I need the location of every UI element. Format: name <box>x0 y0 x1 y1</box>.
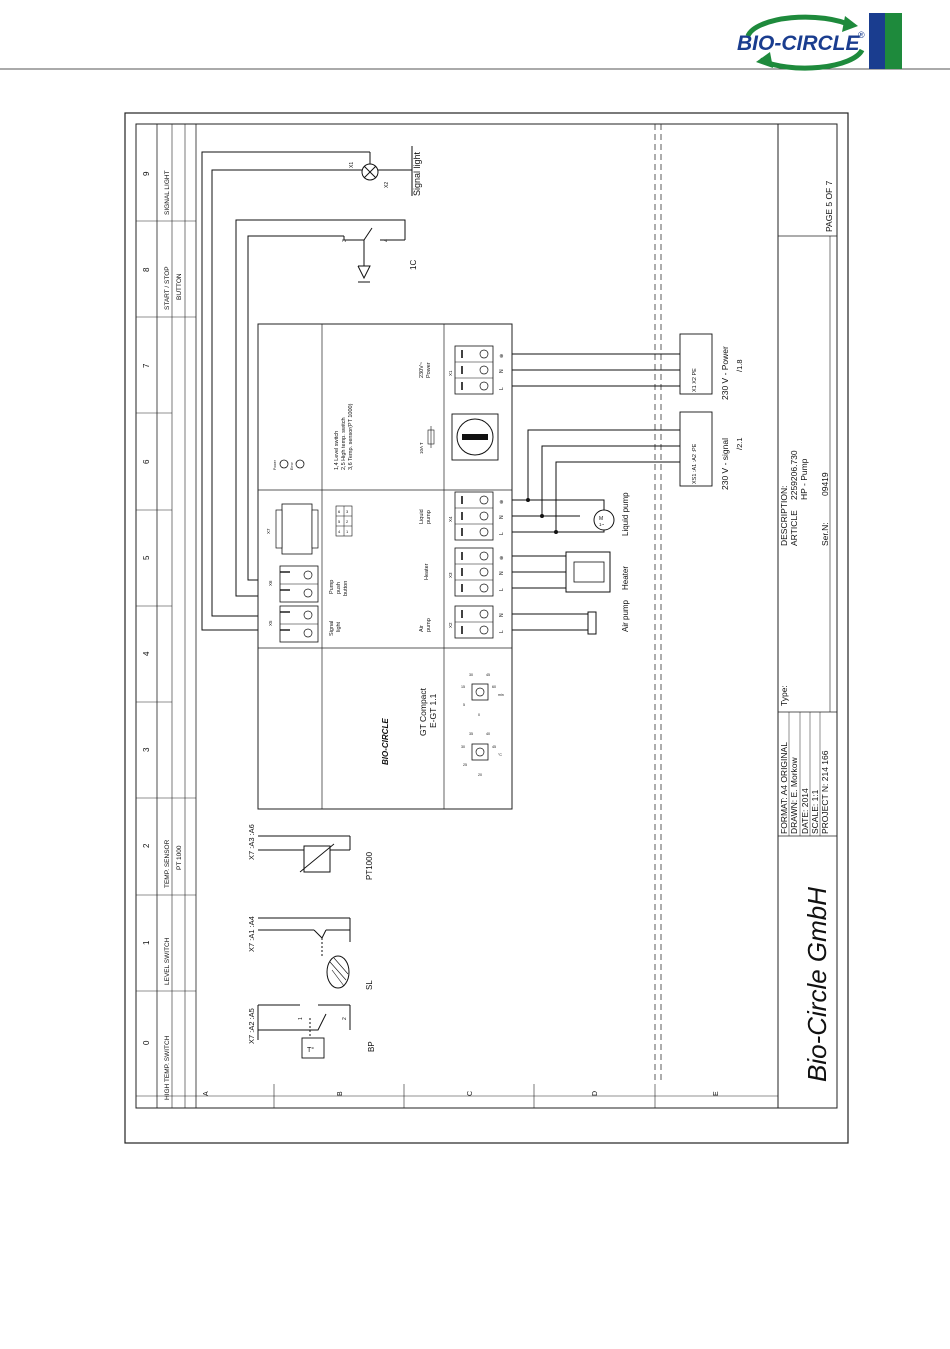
pin-letter: N <box>499 571 505 575</box>
pin-letter: N <box>499 613 505 617</box>
time-tick: 5 <box>463 703 465 707</box>
col-title-high-temp: HIGH TEMP. SWITCH <box>164 1035 171 1100</box>
motor-1: 1~ <box>599 522 605 527</box>
liquid-pump-caption-2: pump <box>426 510 432 524</box>
x5-terminal-block <box>280 606 318 642</box>
power-supply-label: 230 V - Power <box>720 346 730 400</box>
row-letter: D <box>592 1090 599 1096</box>
x1-pin-label: X1 <box>349 161 355 168</box>
drawn-field: DRAWN: E. Morkow <box>789 757 799 834</box>
article-number: 2259206.730 <box>789 450 799 500</box>
col-number: 2 <box>142 843 151 848</box>
liquid-pump-caption-1: Liquid <box>419 509 425 524</box>
wiring-upper <box>202 146 412 630</box>
heater-symbol <box>566 552 610 592</box>
power-supply-connector <box>680 334 712 394</box>
power-led-label: Power <box>273 460 277 470</box>
date-field: DATE: 2014 <box>800 788 810 834</box>
ic-pin-b: 4 <box>384 239 390 242</box>
level-switch <box>258 918 350 958</box>
temp-knob-body[interactable] <box>472 744 488 760</box>
terminal-strip-labels <box>448 370 453 628</box>
row-letter: C <box>467 1090 474 1096</box>
power-terms: X1 X2 PE <box>692 368 698 392</box>
pin-letter: L <box>499 532 505 535</box>
brand-bar-blue <box>869 13 885 69</box>
sl-x7-terminals: X7 :A1 :A4 <box>247 916 256 952</box>
time-tick: 45 <box>486 673 490 677</box>
col-number: 5 <box>142 555 151 560</box>
col-number: 1 <box>142 940 151 945</box>
bp-symbol: T° <box>307 1047 315 1054</box>
temp-unit: °C <box>498 753 503 757</box>
power-caption-2: Power <box>426 362 432 378</box>
col-title-start-stop: START / STOP <box>164 266 171 310</box>
x7-connector <box>276 504 318 554</box>
power-supply-ref: /1.8 <box>735 359 744 372</box>
power-led <box>273 459 288 470</box>
signal-terms: XS1 :A1 :A2 :PE <box>692 443 698 484</box>
x7-pin-grid <box>336 506 352 536</box>
controller-model-1: GT Compact <box>418 687 428 736</box>
time-unit: min <box>498 693 504 697</box>
controller-brand: BIO-CIRCLE <box>381 718 390 765</box>
pump-push-caption-3: button <box>343 580 349 596</box>
notes-line-3: 3,6 Temp. sensor(PT 1000) <box>348 403 354 470</box>
col-number: 9 <box>142 171 151 176</box>
pump-push-caption-2: push <box>336 582 342 594</box>
x4-label: X4 <box>448 516 453 522</box>
x7-pin: 6 <box>338 509 341 514</box>
col-number: 0 <box>142 1040 151 1045</box>
pump-push-caption-1: Pump <box>329 579 335 594</box>
timer-knob-body[interactable] <box>472 684 488 700</box>
ic-label: 1C <box>409 259 418 270</box>
description-field: DESCRIPTION: <box>779 485 789 546</box>
x3-label: X3 <box>448 572 453 578</box>
format-field: FORMAT: A4 ORIGINAL <box>779 742 789 834</box>
column-numbers <box>142 171 151 1045</box>
row-letter: E <box>713 1091 720 1096</box>
main-switch[interactable] <box>452 414 498 460</box>
article-label: ARTICLE <box>789 510 799 546</box>
level-switch-float <box>327 956 349 988</box>
signal-supply-label: 230 V - signal <box>720 438 730 490</box>
error-led-label: Error <box>290 462 294 470</box>
col-title-level-switch: LEVEL SWITCH <box>164 937 171 985</box>
motor-m: M <box>599 516 604 522</box>
main-switch-handle[interactable] <box>462 434 488 440</box>
fuse-rating: 10A T <box>419 442 424 454</box>
time-tick: 15 <box>461 685 465 689</box>
col-number: 8 <box>142 267 151 272</box>
logo-text: BIO-CIRCLE <box>737 32 860 55</box>
temp-tick: 25 <box>463 763 467 767</box>
notes-line-2: 2,5 High temp. switch <box>341 417 347 470</box>
temp-tick: 35 <box>469 732 473 736</box>
x7-pin: 2 <box>346 519 349 524</box>
sl-label: SL <box>365 980 374 990</box>
logo-registered-mark: ® <box>858 30 865 40</box>
signal-light-caption-1: Signal <box>329 620 335 636</box>
heater-label: Heater <box>621 565 630 590</box>
type-field: Type: <box>779 685 789 706</box>
x6-terminal-block <box>280 566 318 602</box>
air-pump-caption-1: Air <box>419 625 425 632</box>
serial-number: 09419 <box>820 472 830 496</box>
controller-model-2: E-GT 1.1 <box>428 693 438 728</box>
header <box>0 13 950 69</box>
pin-letter: L <box>499 387 505 390</box>
temp-tick: 20 <box>478 773 482 777</box>
time-tick: 0 <box>478 713 480 717</box>
time-tick: 30 <box>469 673 473 677</box>
error-led <box>290 460 304 470</box>
terminal-pin-letters <box>499 354 505 633</box>
signal-supply-ref: /2.1 <box>735 437 744 450</box>
ic-pin-a: 3 <box>342 239 348 242</box>
x4-strip <box>455 492 493 540</box>
signal-supply-connector <box>680 412 712 486</box>
pin-letter: ⊕ <box>499 555 505 560</box>
time-tick: 60 <box>492 685 496 689</box>
temp-tick: 45 <box>492 745 496 749</box>
air-pump-label: Air pump <box>621 599 630 632</box>
pin-letter: N <box>499 369 505 373</box>
title-block-fields <box>779 180 834 834</box>
pt-label: PT1000 <box>365 851 374 880</box>
col-number: 3 <box>142 747 151 752</box>
x1-strip <box>455 346 493 394</box>
signal-light-caption-2: light <box>336 621 342 632</box>
x3-strip <box>455 548 493 596</box>
col-number: 6 <box>142 459 151 464</box>
bio-circle-logo <box>737 16 865 68</box>
fuse-symbol <box>428 426 434 448</box>
x7-pin: 1 <box>346 529 349 534</box>
product-name: HP - Pump <box>799 458 809 500</box>
row-letters <box>203 1091 720 1096</box>
col-title-signal-light: SIGNAL LIGHT <box>164 170 171 215</box>
col-title-pt1000: PT 1000 <box>176 845 183 870</box>
temp-tick: 30 <box>461 745 465 749</box>
row-letter: A <box>203 1091 210 1096</box>
x7-pin: 3 <box>346 509 349 514</box>
heater-caption: Heater <box>424 563 430 580</box>
col-title-temp-sensor: TEMP. SENSOR <box>164 839 171 888</box>
project-field: PROJECT N: 214 166 <box>820 750 830 834</box>
col-number: 7 <box>142 363 151 368</box>
x1-label: X1 <box>448 370 453 376</box>
bp-contact-2: 2 <box>342 1017 348 1020</box>
col-number: 4 <box>142 651 151 656</box>
signal-light-label: Signal light <box>412 151 422 196</box>
timer-knob[interactable] <box>461 673 504 717</box>
notes-line-1: 1,4 Level switch <box>334 430 340 470</box>
serial-label: Ser.N: <box>820 522 830 546</box>
pin-letter: L <box>499 630 505 633</box>
air-pump-caption-2: pump <box>426 618 432 632</box>
temperature-knob[interactable] <box>461 732 502 777</box>
pt1000-element <box>304 846 330 872</box>
x5-label: X5 <box>268 620 273 626</box>
col-title-button: BUTTON <box>176 273 183 300</box>
bp-contact-1: 1 <box>298 1017 304 1020</box>
scale-field: SCALE: 1:1 <box>810 789 820 834</box>
power-caption-1: 230V~ <box>419 361 425 378</box>
x2-label: X2 <box>448 622 453 628</box>
pin-letter: ⊕ <box>499 353 505 358</box>
column-titles <box>164 170 183 1100</box>
terminal-strips <box>455 346 493 638</box>
air-pump-symbol <box>588 612 596 634</box>
pin-letter: ⊕ <box>499 499 505 504</box>
bp-x7-terminals: X7 :A2 :A5 <box>247 1008 256 1044</box>
row-letter: B <box>337 1091 344 1096</box>
signal-light-symbol <box>362 164 378 180</box>
brand-bar-green <box>885 13 902 69</box>
terminal-strip-captions <box>419 362 432 632</box>
x6-label: X6 <box>268 580 273 586</box>
pt-x7-terminals: X7 :A3 :A6 <box>247 824 256 860</box>
company-name: Bio-Circle GmbH <box>802 886 832 1082</box>
temp-tick: 40 <box>486 732 490 736</box>
bp-label: BP <box>367 1041 376 1052</box>
x7-pin: 5 <box>338 519 341 524</box>
liquid-pump-motor <box>594 510 614 530</box>
x2-pin-label: X2 <box>384 181 390 188</box>
logo-arrow-top <box>842 16 858 32</box>
x7-pin: 4 <box>338 529 341 534</box>
pin-letter: L <box>499 588 505 591</box>
page-field: PAGE 5 OF 7 <box>824 180 834 232</box>
liquid-pump-label: Liquid pump <box>621 492 630 536</box>
x7-label: X7 <box>266 528 271 534</box>
pin-letter: N <box>499 515 505 519</box>
